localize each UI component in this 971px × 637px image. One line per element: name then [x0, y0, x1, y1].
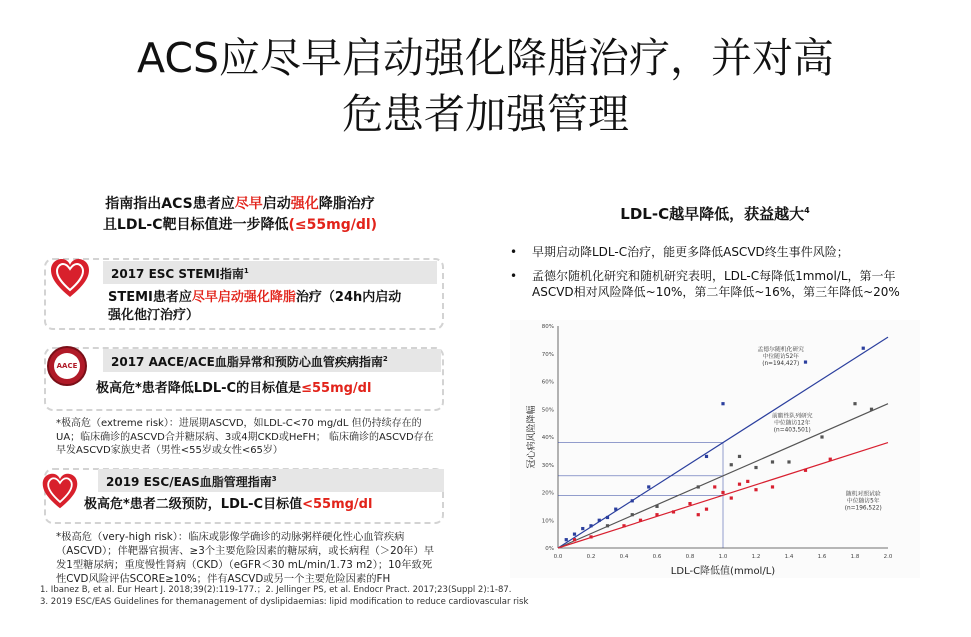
data-point	[730, 496, 733, 499]
data-point	[573, 538, 576, 541]
data-point	[606, 516, 609, 519]
x-tick-label: 1.6	[817, 554, 827, 560]
data-point	[631, 513, 634, 516]
data-point	[771, 485, 774, 488]
y-tick-label: 50%	[541, 407, 554, 414]
aace-logo	[47, 346, 87, 386]
data-point	[565, 538, 568, 541]
series-label: (n=196,522)	[844, 505, 882, 512]
series-label: 前瞻性队列研究	[772, 413, 813, 420]
highlight: ≤55mg/dl	[301, 381, 372, 396]
x-tick-label: 0.2	[586, 554, 596, 560]
data-point	[705, 455, 708, 458]
tag-sup: 3	[271, 475, 277, 483]
data-point	[730, 463, 733, 466]
data-point	[573, 533, 576, 536]
data-point	[606, 524, 609, 527]
y-axis-label: 冠心病风险降幅	[527, 405, 537, 469]
y-tick-label: 60%	[541, 379, 554, 386]
series-label: 中位随访5年	[846, 498, 880, 505]
data-point	[598, 519, 601, 522]
data-point	[738, 455, 741, 458]
text: 极高危*患者降低LDL-C的目标值是	[96, 381, 302, 396]
data-point	[746, 480, 749, 483]
guideline-text-esc-stemi-2: 强化他汀治疗）	[108, 308, 200, 323]
data-point	[853, 402, 856, 405]
esc-heart-logo	[48, 255, 92, 301]
series-label: 随机对照试验	[845, 491, 881, 498]
y-tick-label: 70%	[541, 351, 554, 358]
data-point	[754, 488, 757, 491]
y-tick-label: 30%	[541, 462, 554, 469]
data-point	[862, 347, 865, 350]
reference-1: 1. Ibanez B, et al. Eur Heart J. 2018;39(2):119-177.；2. Jellinger PS, et al. Endocr Pract. 2017;23(Suppl 2):1-87.	[40, 585, 512, 595]
guideline-tag-esc-stemi	[103, 261, 437, 284]
data-point	[639, 519, 642, 522]
data-point	[721, 491, 724, 494]
series-label: (n=194,427)	[762, 360, 800, 367]
tag-text: 2017 AACE/ACE血脂异常和预防心血管疾病指南	[111, 355, 383, 369]
y-tick-label: 20%	[541, 490, 554, 497]
heading-highlight: 尽早	[234, 196, 263, 212]
right-bullets	[510, 244, 930, 308]
tag-text: 2019 ESC/EAS血脂管理指南	[106, 475, 272, 489]
data-point	[688, 502, 691, 505]
ldl-chart-svg	[510, 320, 920, 578]
text: 治疗（24h内启动	[295, 290, 402, 305]
x-tick-label: 1.0	[718, 554, 728, 560]
data-point	[655, 513, 658, 516]
highlight: <55mg/dl	[302, 497, 373, 512]
data-point	[738, 483, 741, 486]
x-tick-label: 0.0	[553, 554, 563, 560]
series-label: 中位随访12年	[774, 420, 811, 427]
text: 极高危*患者二级预防，LDL-C目标值	[84, 497, 303, 512]
data-point	[705, 508, 708, 511]
title-line-2: 危患者加强管理	[342, 90, 629, 138]
heading-text: 且LDL-C靶目标值进一步降低	[102, 217, 289, 233]
tag-text: 2017 ESC STEMI指南	[111, 267, 244, 281]
tag-sup: 2	[382, 355, 388, 363]
x-tick-label: 0.6	[652, 554, 662, 560]
esc-eas-footnote: *极高危（very-high risk）：临床或影像学确诊的动脉粥样硬化性心血管疾病（ASCVD）；伴靶器官损害、≥3个主要危险因素的糖尿病，或长病程（＞20年）早发1型糖尿病；重度慢性肾病（CKD）（eGFR＜30 mL/min/1.73 m2）；10年致死性CVD风险评估SCORE≥10%；伴有ASCVD或另一个主要危险因素的FH	[56, 531, 435, 585]
heading-highlight: 强化	[290, 196, 319, 212]
data-point	[820, 435, 823, 438]
guideline-tag-esc-eas	[98, 469, 444, 492]
data-point	[870, 408, 873, 411]
data-point	[655, 505, 658, 508]
right-heading-text: LDL-C越早降低，获益越大	[620, 205, 805, 223]
heading-text: 指南指出ACS患者应	[105, 196, 235, 212]
x-axis-label: LDL-C降低值(mmol/L)	[670, 566, 776, 577]
data-point	[787, 460, 790, 463]
data-point	[614, 508, 617, 511]
bullet-item: • 早期启动降LDL-C治疗，能更多降低ASCVD终生事件风险；	[510, 244, 930, 260]
aace-logo-text: AACE	[56, 362, 78, 370]
esc-heart-logo	[40, 470, 80, 512]
text: STEMI患者应	[108, 290, 192, 305]
series-label: (n=403,501)	[773, 427, 811, 434]
data-point	[721, 402, 724, 405]
slide-title	[0, 30, 971, 142]
data-point	[713, 485, 716, 488]
x-tick-label: 0.8	[685, 554, 695, 560]
data-point	[647, 485, 650, 488]
data-point	[804, 469, 807, 472]
bullet-item: • 孟德尔随机化研究和随机研究表明，LDL-C每降低1mmol/L，第一年ASCVD相对风险降低~10%，第二年降低~16%，第三年降低~20%	[510, 268, 930, 300]
x-tick-label: 2.0	[883, 554, 893, 560]
series-label: 孟德尔随机化研究	[757, 346, 804, 353]
data-point	[697, 485, 700, 488]
data-point	[804, 360, 807, 363]
data-point	[622, 524, 625, 527]
data-point	[589, 524, 592, 527]
aace-footnote: *极高危（extreme risk）：进展期ASCVD，如LDL-C<70 mg/dL 但仍持续存在的UA；临床确诊的ASCVD合并糖尿病、3或4期CKD或HeFH； 临床确诊的ASCVD存在早发ASCVD家族史者（男性<55岁或女性<65岁）	[56, 418, 434, 456]
y-tick-label: 40%	[541, 435, 554, 441]
data-point	[589, 535, 592, 538]
data-point	[754, 466, 757, 469]
x-tick-label: 0.4	[619, 554, 629, 560]
guideline-text-aace	[96, 379, 371, 398]
y-tick-label: 10%	[541, 518, 554, 525]
tag-sup: 1	[243, 267, 249, 275]
guideline-tag-aace	[103, 349, 441, 372]
heading-highlight: (≤55mg/dl)	[288, 217, 378, 233]
highlight: 尽早启动强化降脂	[191, 290, 296, 305]
heading-text: 启动	[262, 196, 291, 212]
y-tick-label: 80%	[541, 324, 554, 330]
series-label: 中位随访52年	[762, 353, 799, 360]
x-tick-label: 1.8	[850, 554, 860, 560]
guideline-text-esc-eas	[84, 495, 372, 514]
heading-text: 降脂治疗	[318, 196, 375, 212]
right-heading	[570, 203, 860, 224]
data-point	[672, 510, 675, 513]
data-point	[581, 527, 584, 530]
data-point	[631, 499, 634, 502]
y-tick-label: 0%	[545, 546, 554, 552]
ldl-chart	[510, 320, 920, 578]
right-heading-sup: 4	[804, 206, 810, 215]
data-point	[697, 513, 700, 516]
data-point	[771, 460, 774, 463]
x-tick-label: 1.2	[751, 554, 761, 560]
title-line-1: ACS应尽早启动强化降脂治疗，并对高	[137, 34, 834, 82]
data-point	[829, 458, 832, 461]
guideline-text-esc-stemi	[108, 288, 438, 307]
reference-2: 3. 2019 ESC/EAS Guidelines for themanagement of dyslipidaemias: lipid modification to reduce cardiovascular risk	[40, 597, 529, 607]
x-tick-label: 1.4	[784, 554, 794, 560]
left-heading	[40, 194, 440, 236]
